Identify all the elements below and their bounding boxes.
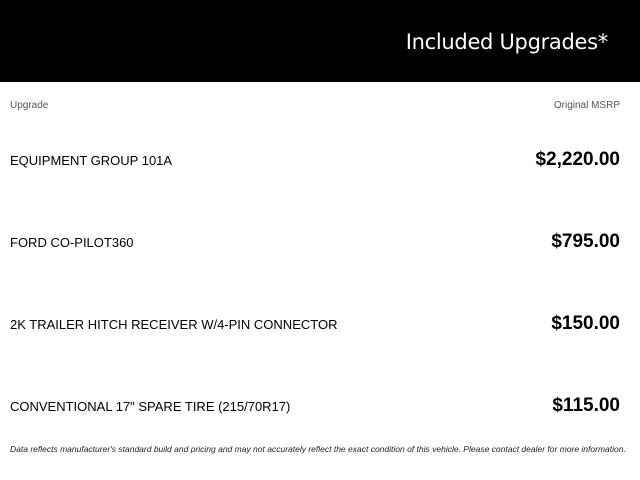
upgrades-header [0,0,640,82]
upgrade-name: FORD CO-PILOT360 [10,235,134,250]
upgrade-row [0,310,640,340]
msrp-column-header: Original MSRP [553,100,620,111]
upgrade-name: CONVENTIONAL 17" SPARE TIRE (215/70R17) [10,399,291,414]
upgrade-row [0,392,640,422]
upgrade-name: EQUIPMENT GROUP 101A [10,153,173,168]
upgrade-name: 2K TRAILER HITCH RECEIVER W/4-PIN CONNECTOR [10,317,338,332]
upgrade-column-header: Upgrade [10,100,49,111]
upgrade-price: $2,220.00 [535,149,620,170]
upgrade-price: $115.00 [552,395,620,416]
disclaimer-text: Data reflects manufacturer's standard build and pricing and may not accurately reflect the exact condition of this vehicle. Please contact dealer for more information. [10,444,626,454]
upgrade-price: $150.00 [551,313,620,334]
page-title: Included Upgrades* [405,30,608,54]
upgrade-row [0,146,640,176]
upgrade-price: $795.00 [551,231,620,252]
upgrade-row [0,228,640,258]
